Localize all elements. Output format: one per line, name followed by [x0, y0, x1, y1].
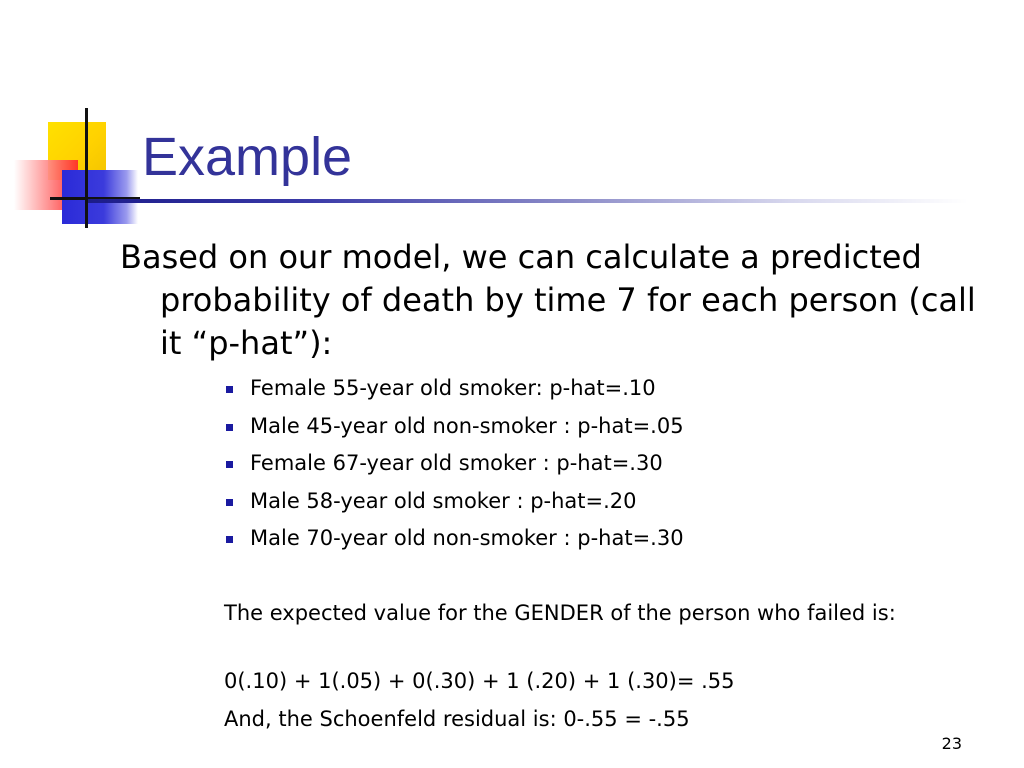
bullet-list	[226, 370, 684, 558]
list-item	[226, 520, 684, 558]
bullet-icon	[226, 386, 233, 393]
list-item	[226, 370, 684, 408]
intro-paragraph: Based on our model, we can calculate a predicted probability of death by time 7 for each person (call it “p-hat”):	[120, 238, 976, 362]
bullet-icon	[226, 424, 233, 431]
title-underline	[88, 199, 968, 203]
list-item	[226, 445, 684, 483]
slide-title: Example	[142, 127, 353, 187]
list-item-text: Female 55-year old smoker: p-hat=.10	[250, 376, 656, 400]
vertical-line-decoration	[85, 108, 88, 228]
list-item-text: Male 70-year old non-smoker : p-hat=.30	[250, 526, 684, 550]
list-item-text: Male 45-year old non-smoker : p-hat=.05	[250, 413, 684, 438]
residual-text: And, the Schoenfeld residual is: 0-.55 = -.55	[224, 707, 690, 731]
bullet-icon	[226, 499, 233, 506]
list-item-text: Female 67-year old smoker : p-hat=.30	[250, 451, 663, 475]
list-item	[226, 408, 684, 446]
expected-value-text: The expected value for the GENDER of the person who failed is:	[224, 601, 896, 625]
page-number: 23	[941, 734, 962, 753]
list-item	[226, 483, 684, 521]
bullet-icon	[226, 461, 233, 468]
equation-text: 0(.10) + 1(.05) + 0(.30) + 1 (.20) + 1 (.30)= .55	[224, 669, 735, 693]
list-item-text: Male 58-year old smoker : p-hat=.20	[250, 488, 637, 513]
bullet-icon	[226, 536, 233, 543]
